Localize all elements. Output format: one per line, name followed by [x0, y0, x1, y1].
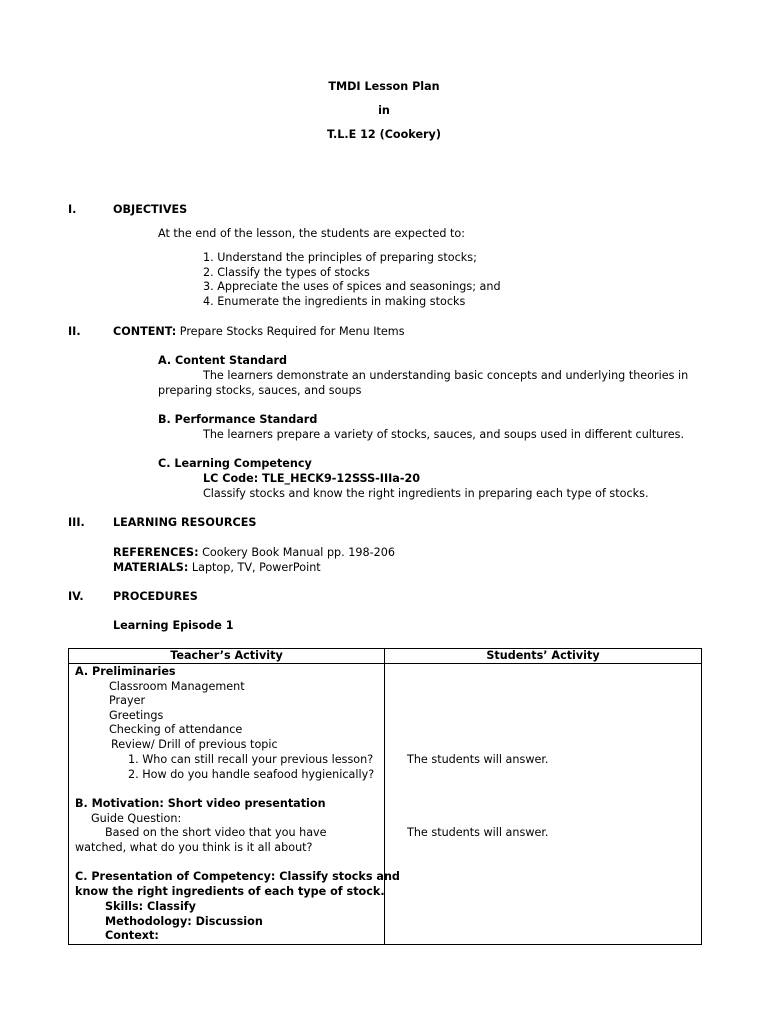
preliminaries-heading: A. Preliminaries — [75, 665, 176, 678]
presentation-heading-line2: know the right ingredients of each type of stock. — [75, 885, 385, 898]
document-subject: T.L.E 12 (Cookery) — [327, 128, 441, 141]
table-row — [69, 664, 702, 945]
skills-line: Skills: Classify — [105, 900, 196, 913]
materials-text: Laptop, TV, PowerPoint — [191, 561, 321, 574]
procedures-heading: PROCEDURES — [113, 590, 198, 603]
students-answer-2: The students will answer. — [407, 826, 549, 839]
guide-question-label: Guide Question: — [91, 812, 182, 825]
content-standard-heading: A. Content Standard — [158, 354, 288, 367]
content-standard-line1: The learners demonstrate an understanding basic concepts and underlying theories in — [203, 369, 689, 382]
references-text: Cookery Book Manual pp. 198-206 — [202, 546, 396, 559]
teacher-activity-header: Teacher’s Activity — [69, 649, 385, 664]
content-line — [113, 325, 405, 339]
content-numeral: II. — [68, 325, 81, 338]
lc-code: LC Code: TLE_HECK9-12SSS-IIIa-20 — [203, 472, 421, 485]
learning-competency-heading: C. Learning Competency — [158, 457, 312, 470]
content-label: CONTENT: — [113, 325, 177, 338]
objective-item-1: 1. Understand the principles of preparing stocks; — [203, 251, 477, 264]
activity-table — [68, 648, 702, 945]
performance-standard-line1: The learners prepare a variety of stocks, sauces, and soups used in different cultures. — [203, 428, 685, 441]
content-standard-line2: preparing stocks, sauces, and soups — [158, 384, 362, 397]
motivation-heading: B. Motivation: Short video presentation — [75, 797, 326, 810]
objectives-numeral: I. — [68, 203, 77, 216]
students-activity-header: Students’ Activity — [385, 649, 702, 664]
checking-attendance: Checking of attendance — [109, 723, 243, 736]
performance-standard-heading: B. Performance Standard — [158, 413, 318, 426]
methodology-line: Methodology: Discussion — [105, 915, 263, 928]
teacher-activity-cell — [69, 664, 400, 945]
classroom-management: Classroom Management — [109, 680, 245, 693]
objectives-intro: At the end of the lesson, the students are expected to: — [158, 227, 465, 240]
document-title: TMDI Lesson Plan — [328, 80, 440, 93]
review-question-2: 2. How do you handle seafood hygienically? — [128, 768, 375, 781]
students-answer-1: The students will answer. — [407, 753, 549, 766]
document-title-in: in — [378, 104, 390, 117]
guide-question-line1: Based on the short video that you have — [105, 826, 327, 839]
review-question-1: 1. Who can still recall your previous lesson? — [128, 753, 374, 766]
presentation-heading-line1: C. Presentation of Competency: Classify stocks and — [75, 870, 400, 883]
resources-heading: LEARNING RESOURCES — [113, 516, 257, 529]
objectives-heading: OBJECTIVES — [113, 203, 188, 216]
resources-numeral: III. — [68, 516, 85, 529]
content-text: Prepare Stocks Required for Menu Items — [179, 325, 405, 338]
table-header-row — [69, 649, 702, 664]
guide-question-line2: watched, what do you think is it all about? — [75, 841, 313, 854]
references-label: REFERENCES: — [113, 546, 199, 559]
learning-competency-line1: Classify stocks and know the right ingredients in preparing each type of stocks. — [203, 487, 649, 500]
references-line — [113, 546, 395, 560]
objective-item-2: 2. Classify the types of stocks — [203, 266, 370, 279]
students-activity-cell — [385, 664, 702, 945]
materials-label: MATERIALS: — [113, 561, 189, 574]
objective-item-4: 4. Enumerate the ingredients in making stocks — [203, 295, 466, 308]
review-drill: Review/ Drill of previous topic — [111, 738, 278, 751]
context-line: Context: — [105, 929, 159, 942]
objective-item-3: 3. Appreciate the uses of spices and seasonings; and — [203, 280, 501, 293]
greetings: Greetings — [109, 709, 164, 722]
procedures-numeral: IV. — [68, 590, 84, 603]
materials-line — [113, 561, 321, 575]
prayer: Prayer — [109, 694, 146, 707]
learning-episode-heading: Learning Episode 1 — [113, 619, 234, 632]
